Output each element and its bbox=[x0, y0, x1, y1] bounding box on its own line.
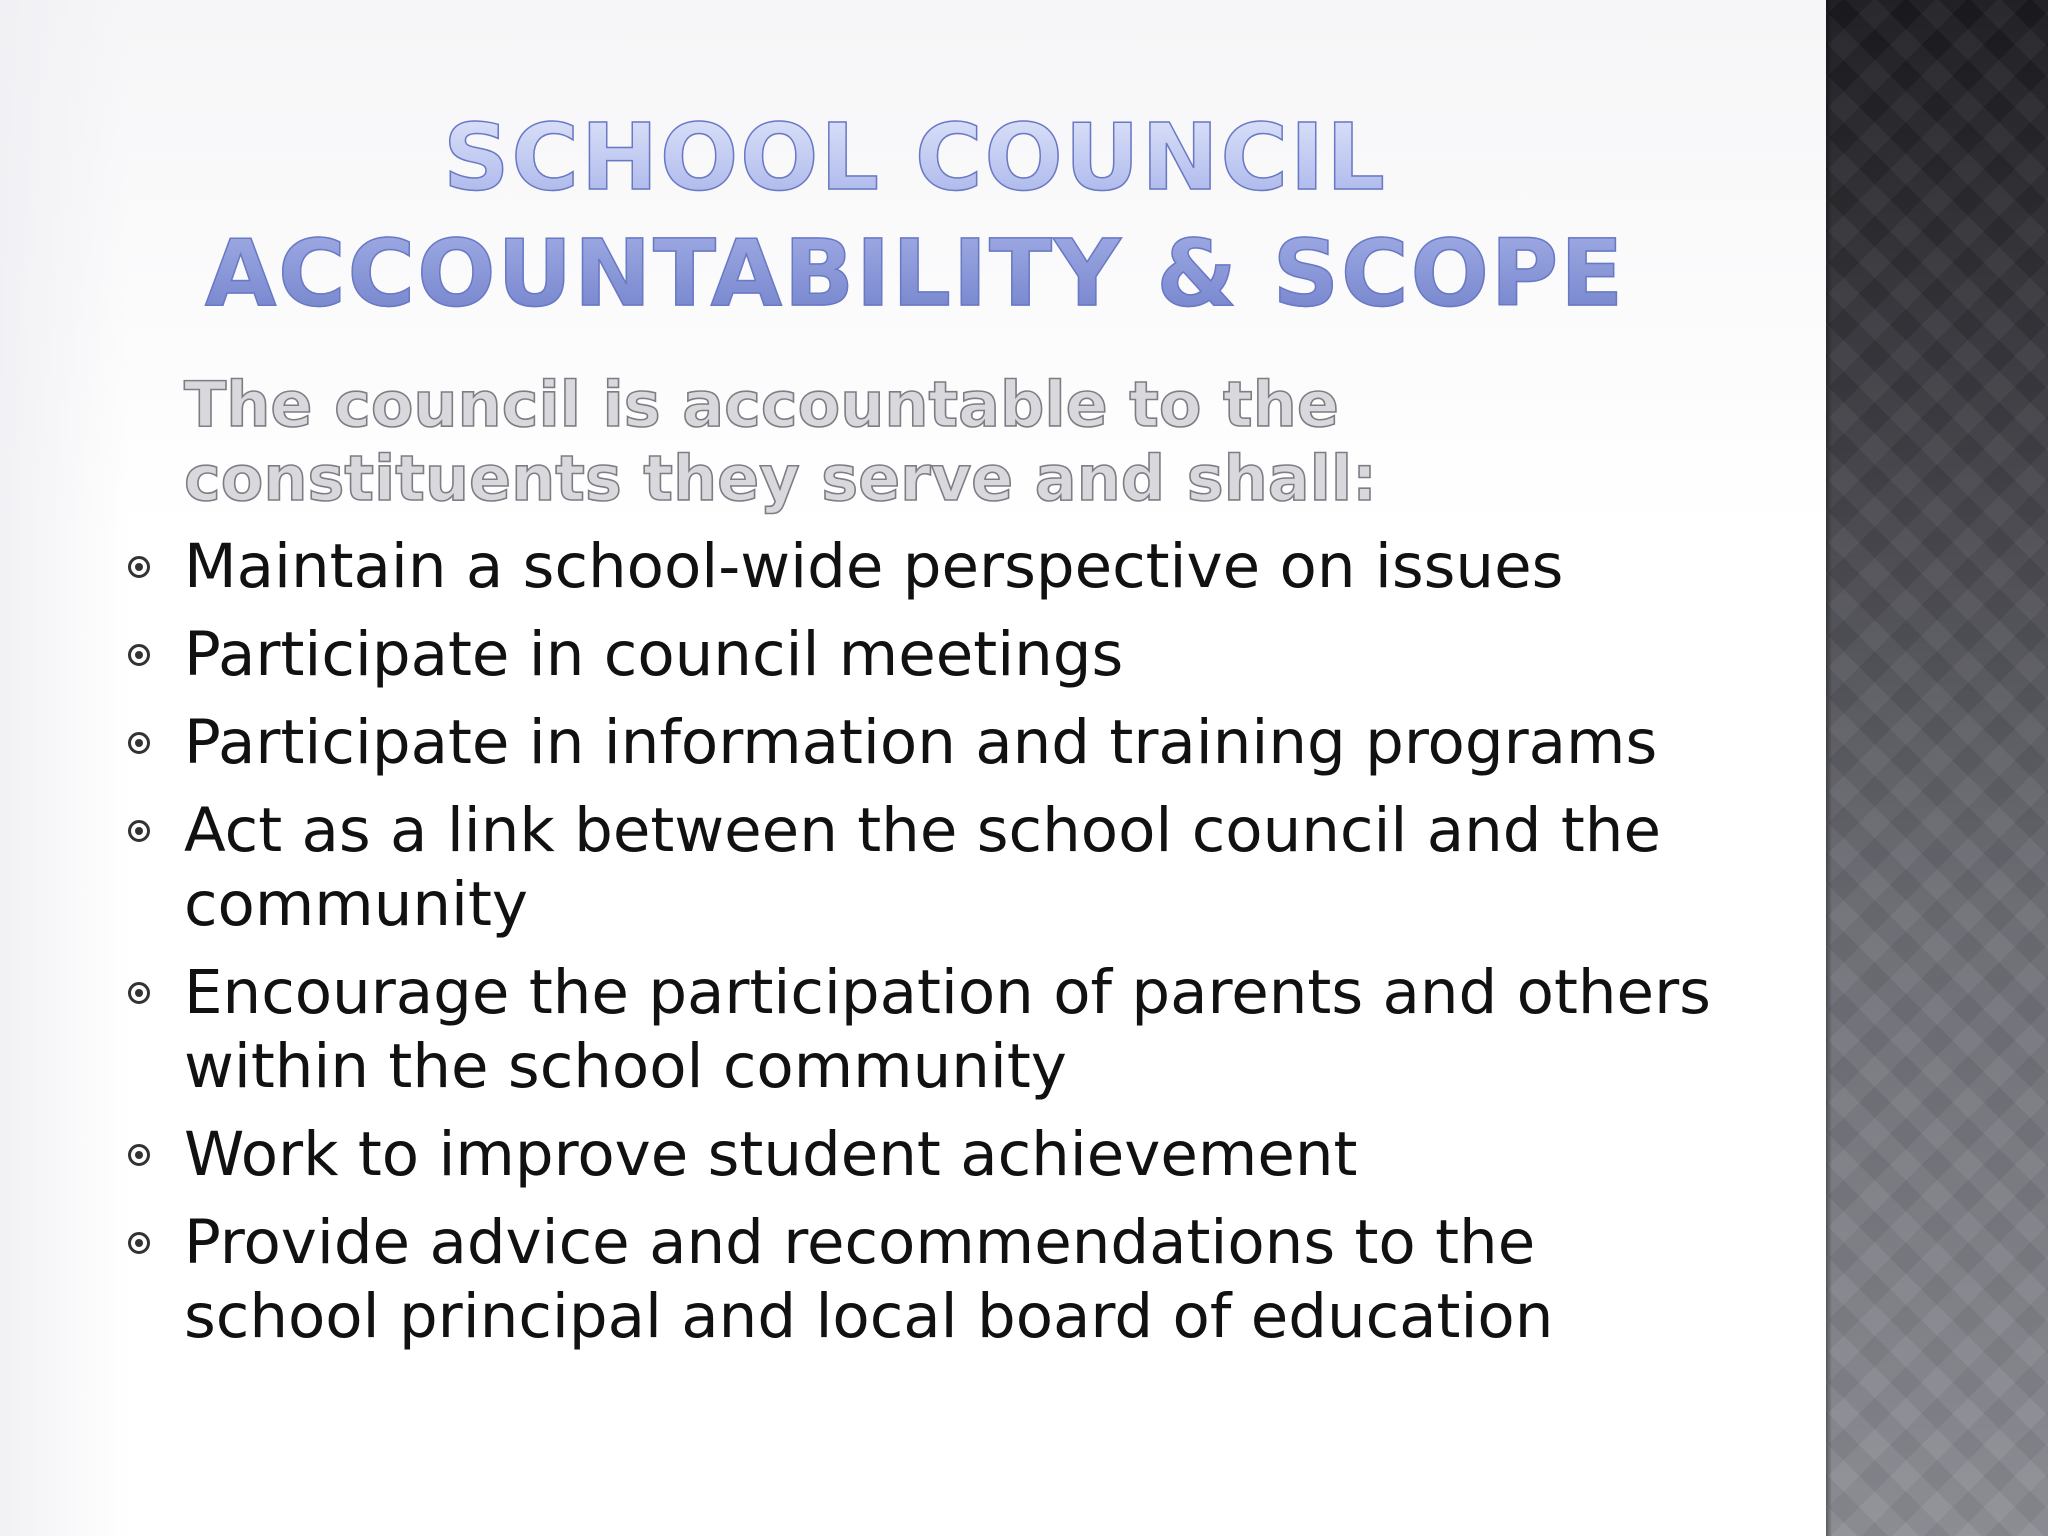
slide-subtitle: The council is accountable to the constituents they serve and shall: bbox=[184, 368, 1377, 515]
list-item bbox=[120, 794, 1720, 942]
bullet-text: Work to improve student achievement bbox=[184, 1119, 1358, 1190]
radio-bullet-icon bbox=[128, 982, 150, 1004]
list-item bbox=[120, 618, 1720, 692]
bullet-text: Participate in council meetings bbox=[184, 619, 1124, 690]
bullet-text: Participate in information and training programs bbox=[184, 707, 1658, 778]
bullet-text: Provide advice and recommendations to the school principal and local board of education bbox=[184, 1207, 1554, 1352]
radio-bullet-icon bbox=[128, 556, 150, 578]
list-item bbox=[120, 956, 1720, 1104]
list-item bbox=[120, 530, 1720, 604]
list-item bbox=[120, 706, 1720, 780]
bullet-text: Encourage the participation of parents and others within the school community bbox=[184, 957, 1711, 1102]
decorative-side-panel bbox=[1826, 0, 2048, 1536]
bullet-list bbox=[120, 530, 1720, 1368]
bullet-text: Act as a link between the school council and the community bbox=[184, 795, 1661, 940]
radio-bullet-icon bbox=[128, 820, 150, 842]
radio-bullet-icon bbox=[128, 1232, 150, 1254]
slide-title: SCHOOL COUNCIL ACCOUNTABILITY & SCOPE bbox=[110, 100, 1720, 332]
radio-bullet-icon bbox=[128, 732, 150, 754]
bullet-text: Maintain a school-wide perspective on issues bbox=[184, 531, 1564, 602]
radio-bullet-icon bbox=[128, 644, 150, 666]
list-item bbox=[120, 1206, 1720, 1354]
radio-bullet-icon bbox=[128, 1144, 150, 1166]
list-item bbox=[120, 1118, 1720, 1192]
